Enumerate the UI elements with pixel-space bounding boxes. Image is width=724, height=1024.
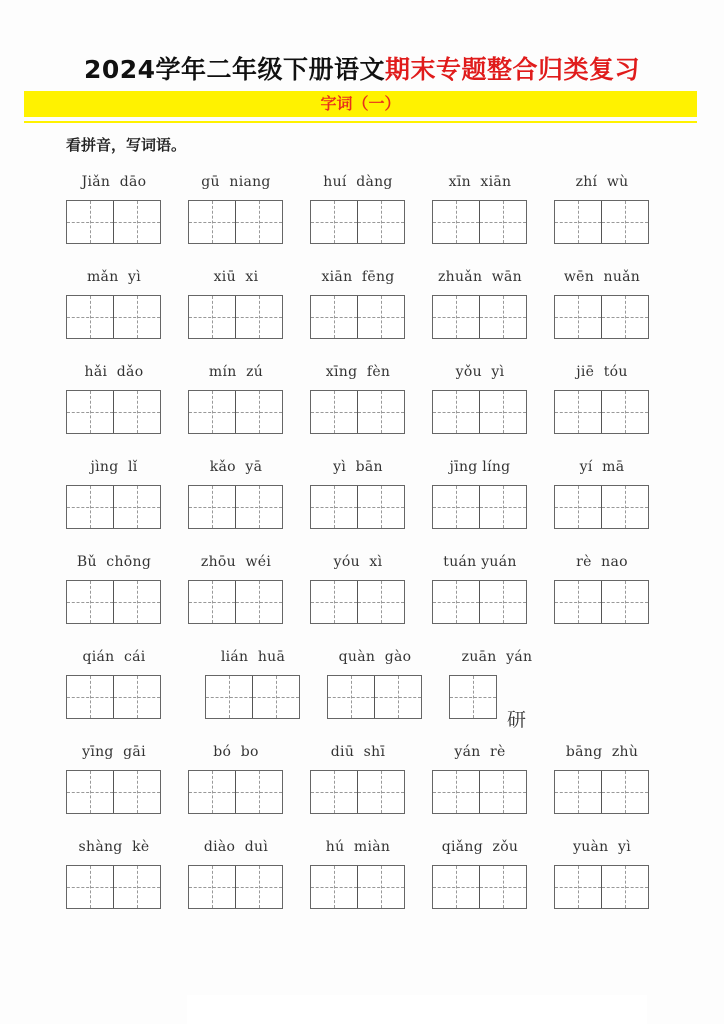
tianzige-boxes — [66, 770, 161, 814]
tianzige-boxes — [66, 200, 161, 244]
tianzige-boxes — [310, 580, 405, 624]
writing-cell[interactable] — [67, 771, 113, 813]
page-title — [0, 50, 724, 86]
writing-cell[interactable] — [479, 771, 526, 813]
word-row — [0, 459, 724, 549]
pinyin-label: yóu xì — [333, 554, 383, 570]
pinyin-label: kǎo yā — [209, 459, 263, 475]
pinyin-label: jiē tóu — [576, 364, 628, 380]
word-row — [0, 744, 724, 834]
writing-cell[interactable] — [113, 581, 160, 623]
writing-cell[interactable] — [357, 771, 404, 813]
writing-cell[interactable] — [235, 296, 282, 338]
writing-cell[interactable] — [374, 676, 421, 718]
writing-cell[interactable] — [113, 391, 160, 433]
writing-cell[interactable] — [113, 296, 160, 338]
tianzige-boxes — [554, 580, 649, 624]
pinyin-label: qián cái — [82, 649, 146, 665]
writing-cell[interactable] — [357, 391, 404, 433]
tianzige-boxes — [310, 390, 405, 434]
banner-divider — [24, 121, 697, 123]
pinyin-label: zhí wù — [575, 174, 629, 190]
tianzige-boxes — [310, 295, 405, 339]
tianzige-boxes — [310, 770, 405, 814]
writing-cell[interactable] — [235, 201, 282, 243]
writing-cell[interactable] — [555, 201, 601, 243]
writing-cell[interactable] — [113, 866, 160, 908]
tianzige-boxes — [188, 200, 283, 244]
section-banner: 字词（一） — [24, 91, 697, 117]
pinyin-label: yīng gāi — [82, 744, 146, 760]
writing-cell[interactable] — [601, 581, 648, 623]
pinyin-label: diào duì — [203, 839, 269, 855]
pinyin-label: yán rè — [454, 744, 506, 760]
writing-cell[interactable] — [113, 771, 160, 813]
writing-cell[interactable] — [113, 486, 160, 528]
pinyin-label: xiān fēng — [321, 269, 395, 285]
tianzige-boxes — [188, 580, 283, 624]
tianzige-boxes — [66, 675, 161, 719]
tianzige-boxes — [432, 295, 527, 339]
pinyin-label: huí dàng — [323, 174, 393, 190]
writing-cell[interactable] — [235, 866, 282, 908]
pinyin-label: gū niang — [201, 174, 271, 190]
writing-cell[interactable] — [555, 866, 601, 908]
tianzige-boxes — [188, 485, 283, 529]
writing-cell[interactable] — [433, 486, 479, 528]
writing-cell[interactable] — [189, 581, 235, 623]
writing-cell[interactable] — [601, 771, 648, 813]
writing-cell[interactable] — [189, 296, 235, 338]
pinyin-label: zhōu wéi — [200, 554, 272, 570]
writing-cell[interactable] — [67, 866, 113, 908]
pinyin-label: tuán yuán — [443, 554, 517, 570]
instruction-text: 看拼音，写词语。 — [66, 136, 187, 154]
pinyin-label: bāng zhù — [565, 744, 639, 760]
writing-cell[interactable] — [311, 201, 357, 243]
writing-cell[interactable] — [357, 486, 404, 528]
given-character: 研 — [507, 709, 527, 731]
title-main: 2024学年二年级下册语文 — [83, 55, 386, 84]
pinyin-label: xīn xiān — [448, 174, 512, 190]
writing-cell[interactable] — [67, 296, 113, 338]
writing-cell[interactable] — [555, 391, 601, 433]
writing-cell[interactable] — [67, 201, 113, 243]
writing-cell[interactable] — [479, 486, 526, 528]
pinyin-label: xīng fèn — [325, 364, 391, 380]
tianzige-boxes — [432, 865, 527, 909]
tianzige-boxes — [66, 485, 161, 529]
tianzige-boxes — [554, 200, 649, 244]
writing-cell[interactable] — [433, 391, 479, 433]
tianzige-boxes — [554, 485, 649, 529]
tianzige-boxes — [66, 295, 161, 339]
writing-cell[interactable] — [311, 866, 357, 908]
writing-cell[interactable] — [601, 296, 648, 338]
pinyin-label: hú miàn — [325, 839, 391, 855]
writing-cell[interactable] — [189, 201, 235, 243]
tianzige-boxes — [188, 390, 283, 434]
pinyin-label: zhuǎn wān — [437, 269, 523, 285]
pinyin-label: yuàn yì — [573, 839, 631, 855]
writing-cell[interactable] — [113, 676, 160, 718]
title-highlight: 期末专题整合归类复习 — [385, 55, 641, 84]
word-row — [0, 839, 724, 929]
writing-cell[interactable] — [235, 771, 282, 813]
tianzige-boxes — [432, 485, 527, 529]
pinyin-label: yí mā — [579, 459, 625, 475]
writing-cell[interactable] — [189, 771, 235, 813]
writing-cell[interactable] — [189, 866, 235, 908]
pinyin-label: mín zú — [208, 364, 264, 380]
tianzige-boxes — [554, 295, 649, 339]
writing-cell[interactable] — [235, 486, 282, 528]
pinyin-label: qiǎng zǒu — [441, 839, 519, 855]
pinyin-label: lián huā — [220, 649, 286, 665]
tianzige-boxes — [432, 580, 527, 624]
writing-cell[interactable] — [601, 391, 648, 433]
writing-cell[interactable] — [433, 296, 479, 338]
pinyin-label: jìng lǐ — [90, 459, 138, 475]
pinyin-label: bó bo — [213, 744, 259, 760]
writing-cell[interactable] — [479, 866, 526, 908]
tianzige-boxes — [66, 580, 161, 624]
writing-cell[interactable] — [357, 201, 404, 243]
tianzige-boxes — [554, 770, 649, 814]
footer-blank — [187, 995, 647, 1024]
writing-cell[interactable] — [311, 771, 357, 813]
writing-cell[interactable] — [311, 296, 357, 338]
pinyin-label: wēn nuǎn — [563, 269, 641, 285]
writing-cell[interactable] — [235, 581, 282, 623]
tianzige-boxes — [432, 200, 527, 244]
pinyin-label: yì bān — [333, 459, 383, 475]
writing-cell[interactable] — [189, 486, 235, 528]
tianzige-boxes — [188, 295, 283, 339]
writing-cell[interactable] — [206, 676, 252, 718]
writing-cell[interactable] — [479, 201, 526, 243]
writing-cell[interactable] — [189, 391, 235, 433]
word-row — [0, 649, 724, 739]
writing-cell[interactable] — [601, 486, 648, 528]
tianzige-boxes — [188, 865, 283, 909]
writing-cell[interactable] — [235, 391, 282, 433]
pinyin-label: quàn gào — [338, 649, 412, 665]
word-row — [0, 554, 724, 644]
pinyin-label: rè nao — [576, 554, 628, 570]
pinyin-label: Jiǎn dāo — [81, 174, 147, 190]
writing-cell[interactable] — [450, 676, 496, 718]
writing-cell[interactable] — [357, 866, 404, 908]
writing-cell[interactable] — [479, 296, 526, 338]
pinyin-label: zuān yán — [461, 649, 533, 665]
tianzige-boxes — [554, 865, 649, 909]
tianzige-boxes — [449, 675, 497, 719]
writing-cell[interactable] — [67, 391, 113, 433]
pinyin-label: Bǔ chōng — [76, 554, 152, 570]
writing-cell[interactable] — [555, 486, 601, 528]
writing-cell[interactable] — [433, 771, 479, 813]
writing-cell[interactable] — [601, 866, 648, 908]
pinyin-label: mǎn yì — [86, 269, 142, 285]
writing-cell[interactable] — [328, 676, 374, 718]
writing-cell[interactable] — [555, 771, 601, 813]
tianzige-boxes — [188, 770, 283, 814]
writing-cell[interactable] — [67, 676, 113, 718]
pinyin-label: xiū xi — [213, 269, 259, 285]
pinyin-label: jīng líng — [449, 459, 511, 475]
writing-cell[interactable] — [67, 581, 113, 623]
pinyin-label: diū shī — [330, 744, 386, 760]
writing-cell[interactable] — [252, 676, 299, 718]
tianzige-boxes — [310, 865, 405, 909]
writing-cell[interactable] — [67, 486, 113, 528]
writing-cell[interactable] — [433, 866, 479, 908]
writing-cell[interactable] — [311, 581, 357, 623]
writing-cell[interactable] — [311, 486, 357, 528]
writing-cell[interactable] — [601, 201, 648, 243]
tianzige-boxes — [432, 390, 527, 434]
writing-cell[interactable] — [479, 581, 526, 623]
pinyin-label: hǎi dǎo — [84, 364, 144, 380]
writing-cell[interactable] — [113, 201, 160, 243]
writing-cell[interactable] — [479, 391, 526, 433]
tianzige-boxes — [432, 770, 527, 814]
tianzige-boxes — [327, 675, 422, 719]
pinyin-label: shàng kè — [78, 839, 150, 855]
tianzige-boxes — [554, 390, 649, 434]
tianzige-boxes — [310, 485, 405, 529]
word-row — [0, 269, 724, 359]
word-row — [0, 174, 724, 264]
tianzige-boxes — [66, 865, 161, 909]
writing-cell[interactable] — [433, 201, 479, 243]
writing-cell[interactable] — [357, 296, 404, 338]
writing-cell[interactable] — [311, 391, 357, 433]
writing-cell[interactable] — [433, 581, 479, 623]
writing-cell[interactable] — [555, 296, 601, 338]
writing-cell[interactable] — [555, 581, 601, 623]
writing-cell[interactable] — [357, 581, 404, 623]
tianzige-boxes — [310, 200, 405, 244]
tianzige-boxes — [66, 390, 161, 434]
tianzige-boxes — [205, 675, 300, 719]
pinyin-label: yǒu yì — [455, 364, 505, 380]
word-row — [0, 364, 724, 454]
